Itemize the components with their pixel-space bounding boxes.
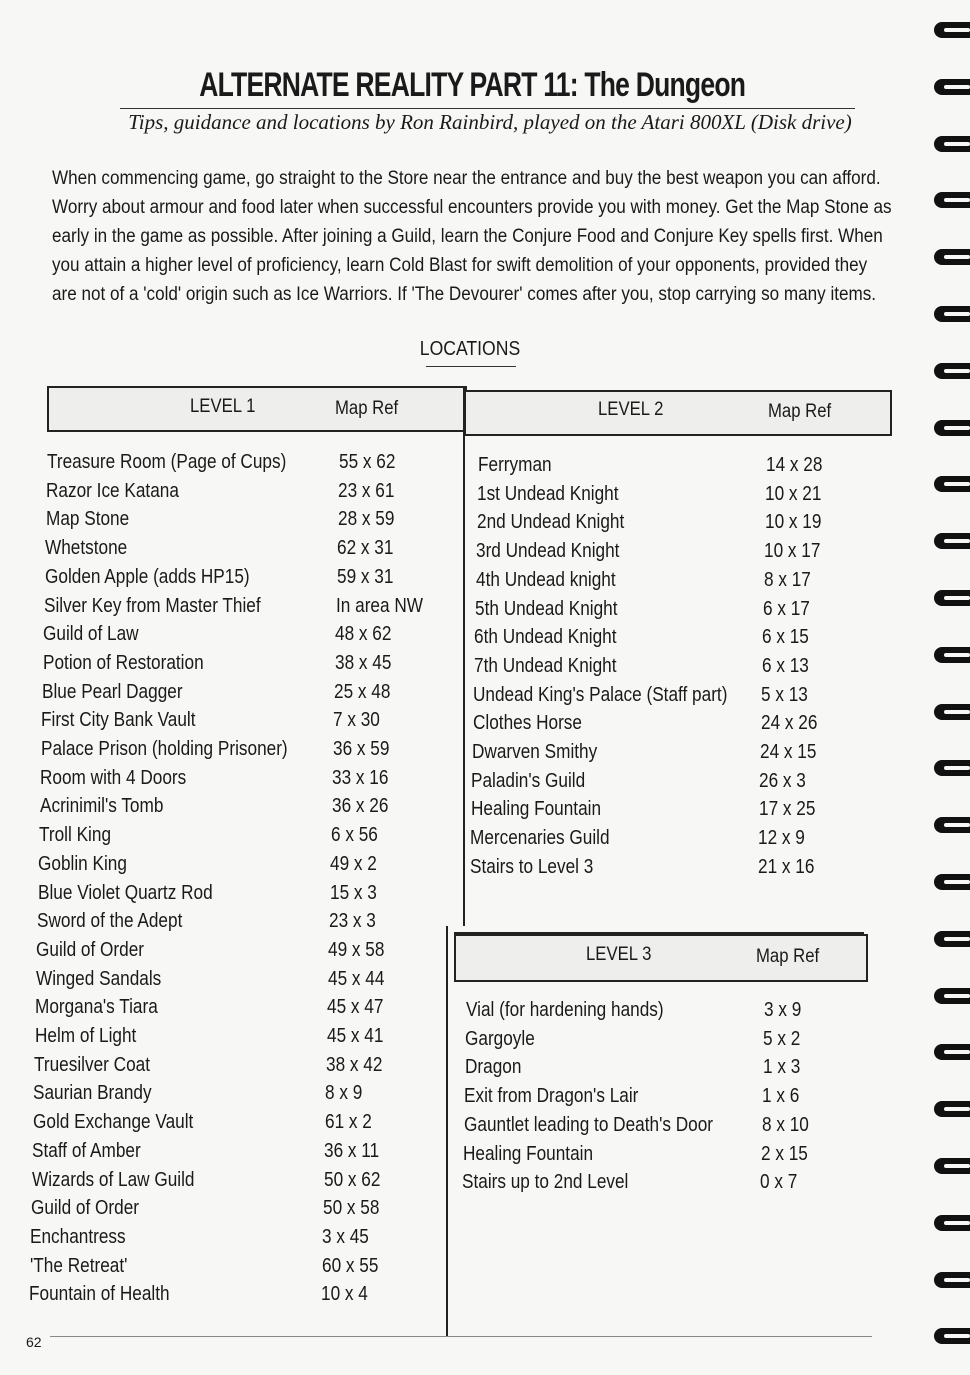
map-ref: 2 x 15 (761, 1142, 808, 1165)
location-name: Map Stone (45, 508, 129, 531)
map-ref: 0 x 7 (760, 1171, 798, 1194)
map-ref: 5 x 13 (761, 683, 809, 706)
location-name: Gold Exchange Vault (32, 1111, 194, 1134)
footer-rule (50, 1336, 872, 1337)
location-name: 'The Retreat' (29, 1254, 128, 1277)
binding-ring (934, 420, 970, 436)
location-name: Gargoyle (465, 1027, 536, 1050)
map-ref: 1 x 6 (762, 1085, 800, 1108)
binding-ring (934, 988, 970, 1004)
location-name: Room with 4 Doors (40, 766, 187, 789)
binding-ring (934, 22, 970, 38)
map-ref: 61 x 2 (324, 1111, 372, 1134)
location-name: 3rd Undead Knight (476, 540, 620, 563)
location-name: Golden Apple (adds HP15) (44, 565, 250, 588)
binding-ring (934, 533, 970, 549)
location-name: Blue Violet Quartz Rod (37, 881, 213, 904)
level2-title: LEVEL 2 (598, 399, 664, 420)
location-name: Healing Fountain (463, 1142, 594, 1165)
location-name: Whetstone (45, 537, 128, 560)
location-name: Guild of Order (36, 938, 145, 961)
map-ref: 60 x 55 (321, 1254, 379, 1277)
map-ref: 49 x 2 (330, 852, 378, 875)
map-ref: 23 x 61 (338, 479, 395, 502)
binding-ring (934, 249, 970, 265)
map-ref: 10 x 21 (765, 482, 822, 505)
map-ref: 6 x 13 (761, 654, 809, 677)
location-name: Winged Sandals (35, 967, 162, 990)
map-ref: 24 x 15 (760, 741, 817, 763)
map-ref: 36 x 11 (324, 1139, 380, 1162)
map-ref: 15 x 3 (329, 881, 377, 904)
column-divider (463, 386, 465, 926)
location-name: Exit from Dragon's Lair (464, 1085, 639, 1108)
location-name: Gauntlet leading to Death's Door (463, 1113, 713, 1136)
location-name: Troll King (38, 824, 111, 847)
location-name: Helm of Light (34, 1025, 136, 1047)
map-ref: 1 x 3 (762, 1056, 801, 1079)
map-ref: 8 x 17 (763, 568, 811, 591)
map-ref: 10 x 4 (321, 1283, 368, 1306)
binding-ring (934, 1044, 970, 1060)
binding-ring (934, 363, 970, 379)
binding-ring (934, 136, 970, 152)
map-ref: 12 x 9 (758, 827, 806, 850)
location-name: Wizards of Law Guild (31, 1168, 195, 1191)
intro-paragraph: When commencing game, go straight to the Store near the entrance and buy the best weapon you can afford. Worry about armour and food later when successful encounters provide you with money. Get the Map Stone as early in the game as possible. After joining a Guild, learn the Conjure Food and Conjure Key spells first. When you attain a higher level of proficiency, learn Cold Blast for swift demolition of your opponents, provided they are not of a 'cold' origin such as Ice Warriors. If 'The Devourer' comes after you, stop carrying so many items. (52, 168, 892, 305)
binding-ring (934, 192, 970, 208)
binding-ring (934, 79, 970, 95)
title-rule (120, 108, 855, 109)
map-ref: 45 x 41 (326, 1025, 384, 1047)
map-ref: 17 x 25 (758, 798, 816, 821)
map-ref: 8 x 10 (761, 1113, 809, 1136)
map-ref: 36 x 26 (331, 795, 388, 818)
location-name: Truesilver Coat (33, 1053, 150, 1076)
location-name: Healing Fountain (470, 798, 601, 821)
location-name: Dwarven Smithy (472, 741, 598, 763)
map-ref: 33 x 16 (332, 766, 389, 789)
location-name: Paladin's Guild (471, 769, 586, 792)
map-ref: 38 x 45 (334, 651, 392, 674)
location-name: Dragon (464, 1056, 522, 1079)
map-ref: 5 x 2 (763, 1027, 801, 1050)
location-name: First City Bank Vault (41, 709, 196, 732)
location-name: Ferryman (478, 454, 552, 476)
binding-ring (934, 1328, 970, 1344)
page-title: ALTERNATE REALITY PART 11: The Dungeon (199, 66, 746, 104)
location-name: Mercenaries Guild (470, 827, 610, 850)
level2-bottom-rule (454, 932, 864, 934)
map-ref: 3 x 45 (322, 1225, 370, 1248)
binding-ring (934, 704, 970, 720)
level3-title: LEVEL 3 (586, 944, 652, 965)
column-divider-lower (446, 926, 448, 1336)
level1-header-box (47, 386, 467, 432)
location-name: Staff of Amber (32, 1139, 141, 1162)
map-ref: 50 x 58 (322, 1197, 380, 1220)
map-ref: 28 x 59 (337, 508, 395, 531)
location-name: 4th Undead knight (475, 568, 616, 591)
map-ref: 45 x 47 (327, 996, 384, 1019)
map-ref: 6 x 56 (330, 824, 378, 847)
map-ref: 14 x 28 (766, 454, 823, 476)
map-ref: 21 x 16 (757, 855, 815, 878)
level1-title: LEVEL 1 (190, 396, 256, 417)
map-ref: 6 x 17 (763, 597, 810, 620)
location-name: 7th Undead Knight (473, 654, 617, 677)
location-name: Goblin King (38, 852, 128, 875)
binding-ring (934, 476, 970, 492)
map-ref: 49 x 58 (328, 938, 385, 961)
location-name: 5th Undead Knight (475, 597, 618, 620)
binding-ring (934, 760, 970, 776)
map-ref: 62 x 31 (337, 537, 394, 560)
location-name: Fountain of Health (29, 1283, 170, 1306)
location-name: 2nd Undead Knight (476, 511, 625, 534)
location-name: Palace Prison (holding Prisoner) (40, 738, 288, 760)
location-name: Morgana's Tiara (35, 996, 159, 1019)
level3-ref-header: Map Ref (756, 946, 820, 967)
location-name: Acrinimil's Tomb (39, 795, 163, 818)
locations-heading: LOCATIONS (419, 338, 521, 360)
map-ref: 10 x 17 (764, 540, 821, 563)
map-ref: 10 x 19 (764, 511, 822, 534)
location-name: Guild of Law (43, 623, 139, 646)
level2-ref-header: Map Ref (768, 401, 832, 422)
binding-ring (934, 874, 970, 890)
locations-underline (426, 366, 516, 367)
spiral-binding (926, 0, 970, 1375)
binding-ring (934, 1272, 970, 1288)
binding-ring (934, 1215, 970, 1231)
map-ref: 7 x 30 (333, 709, 381, 732)
location-name: Razor Ice Katana (46, 479, 180, 502)
map-ref: 24 x 26 (760, 712, 818, 735)
binding-ring (934, 306, 970, 322)
location-name: 1st Undead Knight (477, 482, 619, 505)
location-name: Stairs to Level 3 (469, 855, 593, 878)
location-name: Blue Pearl Dagger (42, 680, 183, 703)
map-ref: 6 x 15 (762, 626, 810, 649)
map-ref: 38 x 42 (325, 1053, 383, 1076)
location-name: Guild of Order (30, 1197, 139, 1220)
map-ref: 55 x 62 (339, 451, 396, 473)
map-ref: 59 x 31 (336, 565, 393, 588)
page-number: 62 (26, 1334, 42, 1350)
map-ref: 25 x 48 (334, 680, 391, 703)
map-ref: 26 x 3 (759, 769, 807, 792)
map-ref: In area NW (335, 594, 423, 617)
map-ref: 45 x 44 (327, 967, 385, 990)
location-name: Vial (for hardening hands) (466, 999, 664, 1021)
map-ref: 23 x 3 (329, 910, 376, 933)
level1-ref-header: Map Ref (335, 398, 399, 419)
location-name: Silver Key from Master Thief (43, 594, 261, 617)
location-name: Clothes Horse (472, 712, 582, 735)
location-name: Treasure Room (Page of Cups) (47, 451, 287, 473)
location-name: Sword of the Adept (37, 910, 183, 933)
map-ref: 8 x 9 (325, 1082, 363, 1105)
binding-ring (934, 931, 970, 947)
location-name: Saurian Brandy (33, 1082, 152, 1105)
map-ref: 3 x 9 (764, 999, 802, 1021)
location-name: Potion of Restoration (42, 651, 204, 674)
binding-ring (934, 1158, 970, 1174)
page-subtitle: Tips, guidance and locations by Ron Rainbird, played on the Atari 800XL (Disk drive) (128, 110, 852, 134)
map-ref: 36 x 59 (332, 738, 390, 760)
binding-ring (934, 590, 970, 606)
map-ref: 48 x 62 (335, 623, 392, 646)
location-name: Stairs up to 2nd Level (462, 1171, 629, 1194)
location-name: Undead King's Palace (Staff part) (473, 683, 728, 706)
map-ref: 50 x 62 (323, 1168, 380, 1191)
binding-ring (934, 817, 970, 833)
location-name: 6th Undead Knight (474, 626, 617, 649)
binding-ring (934, 1101, 970, 1117)
location-name: Enchantress (30, 1225, 126, 1248)
binding-ring (934, 647, 970, 663)
